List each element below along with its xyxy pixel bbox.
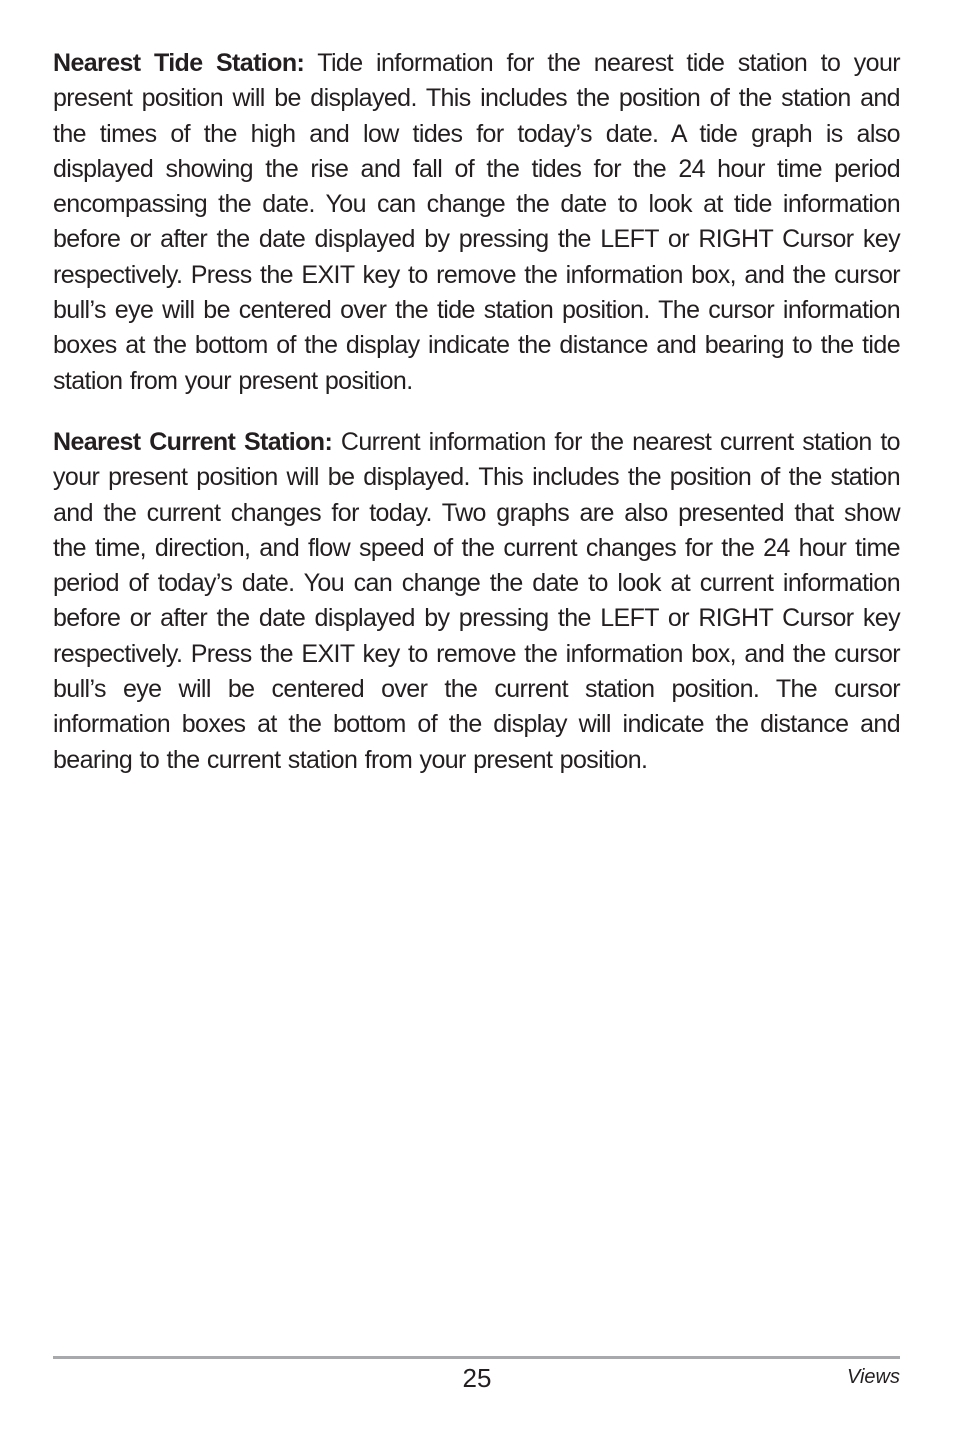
term-nearest-current-station: Nearest Current Station:	[53, 427, 333, 456]
paragraph-nearest-tide-station	[53, 46, 900, 399]
paragraph-text: Current information for the nearest current station to your present position will be displayed. This includes the position of the station and the current changes for today. Two graphs are also presented that show the time, direction, and flow speed of the current changes for the 24 hour time period of today’s date. You can change the date to look at current information before or after the date displayed by pressing the LEFT or RIGHT Cursor key respectively. Press the EXIT key to remove the information box, and the cursor bull’s eye will be centered over the current station position. The cursor information boxes at the bottom of the display will indicate the distance and bearing to the current station from your present position.	[53, 427, 900, 774]
paragraph-nearest-current-station	[53, 425, 900, 778]
page-number: 25	[462, 1363, 492, 1393]
page-body	[53, 46, 900, 804]
footer-rule	[53, 1356, 900, 1359]
section-name: Views	[847, 1366, 900, 1388]
term-nearest-tide-station: Nearest Tide Station:	[53, 49, 305, 77]
paragraph-text: Tide information for the nearest tide station to your present position will be displayed. This includes the position of the station and the times of the high and low tides for today’s date. A tide graph is also displayed showing the rise and fall of the tides for the 24 hour time period encompassing the date. You can change the date to look at tide information before or after the date displayed by pressing the LEFT or RIGHT Cursor key respectively. Press the EXIT key to remove the information box, and the cursor bull’s eye will be centered over the tide station position. The cursor information boxes at the bottom of the display indicate the distance and bearing to the tide station from your present position.	[53, 49, 901, 395]
